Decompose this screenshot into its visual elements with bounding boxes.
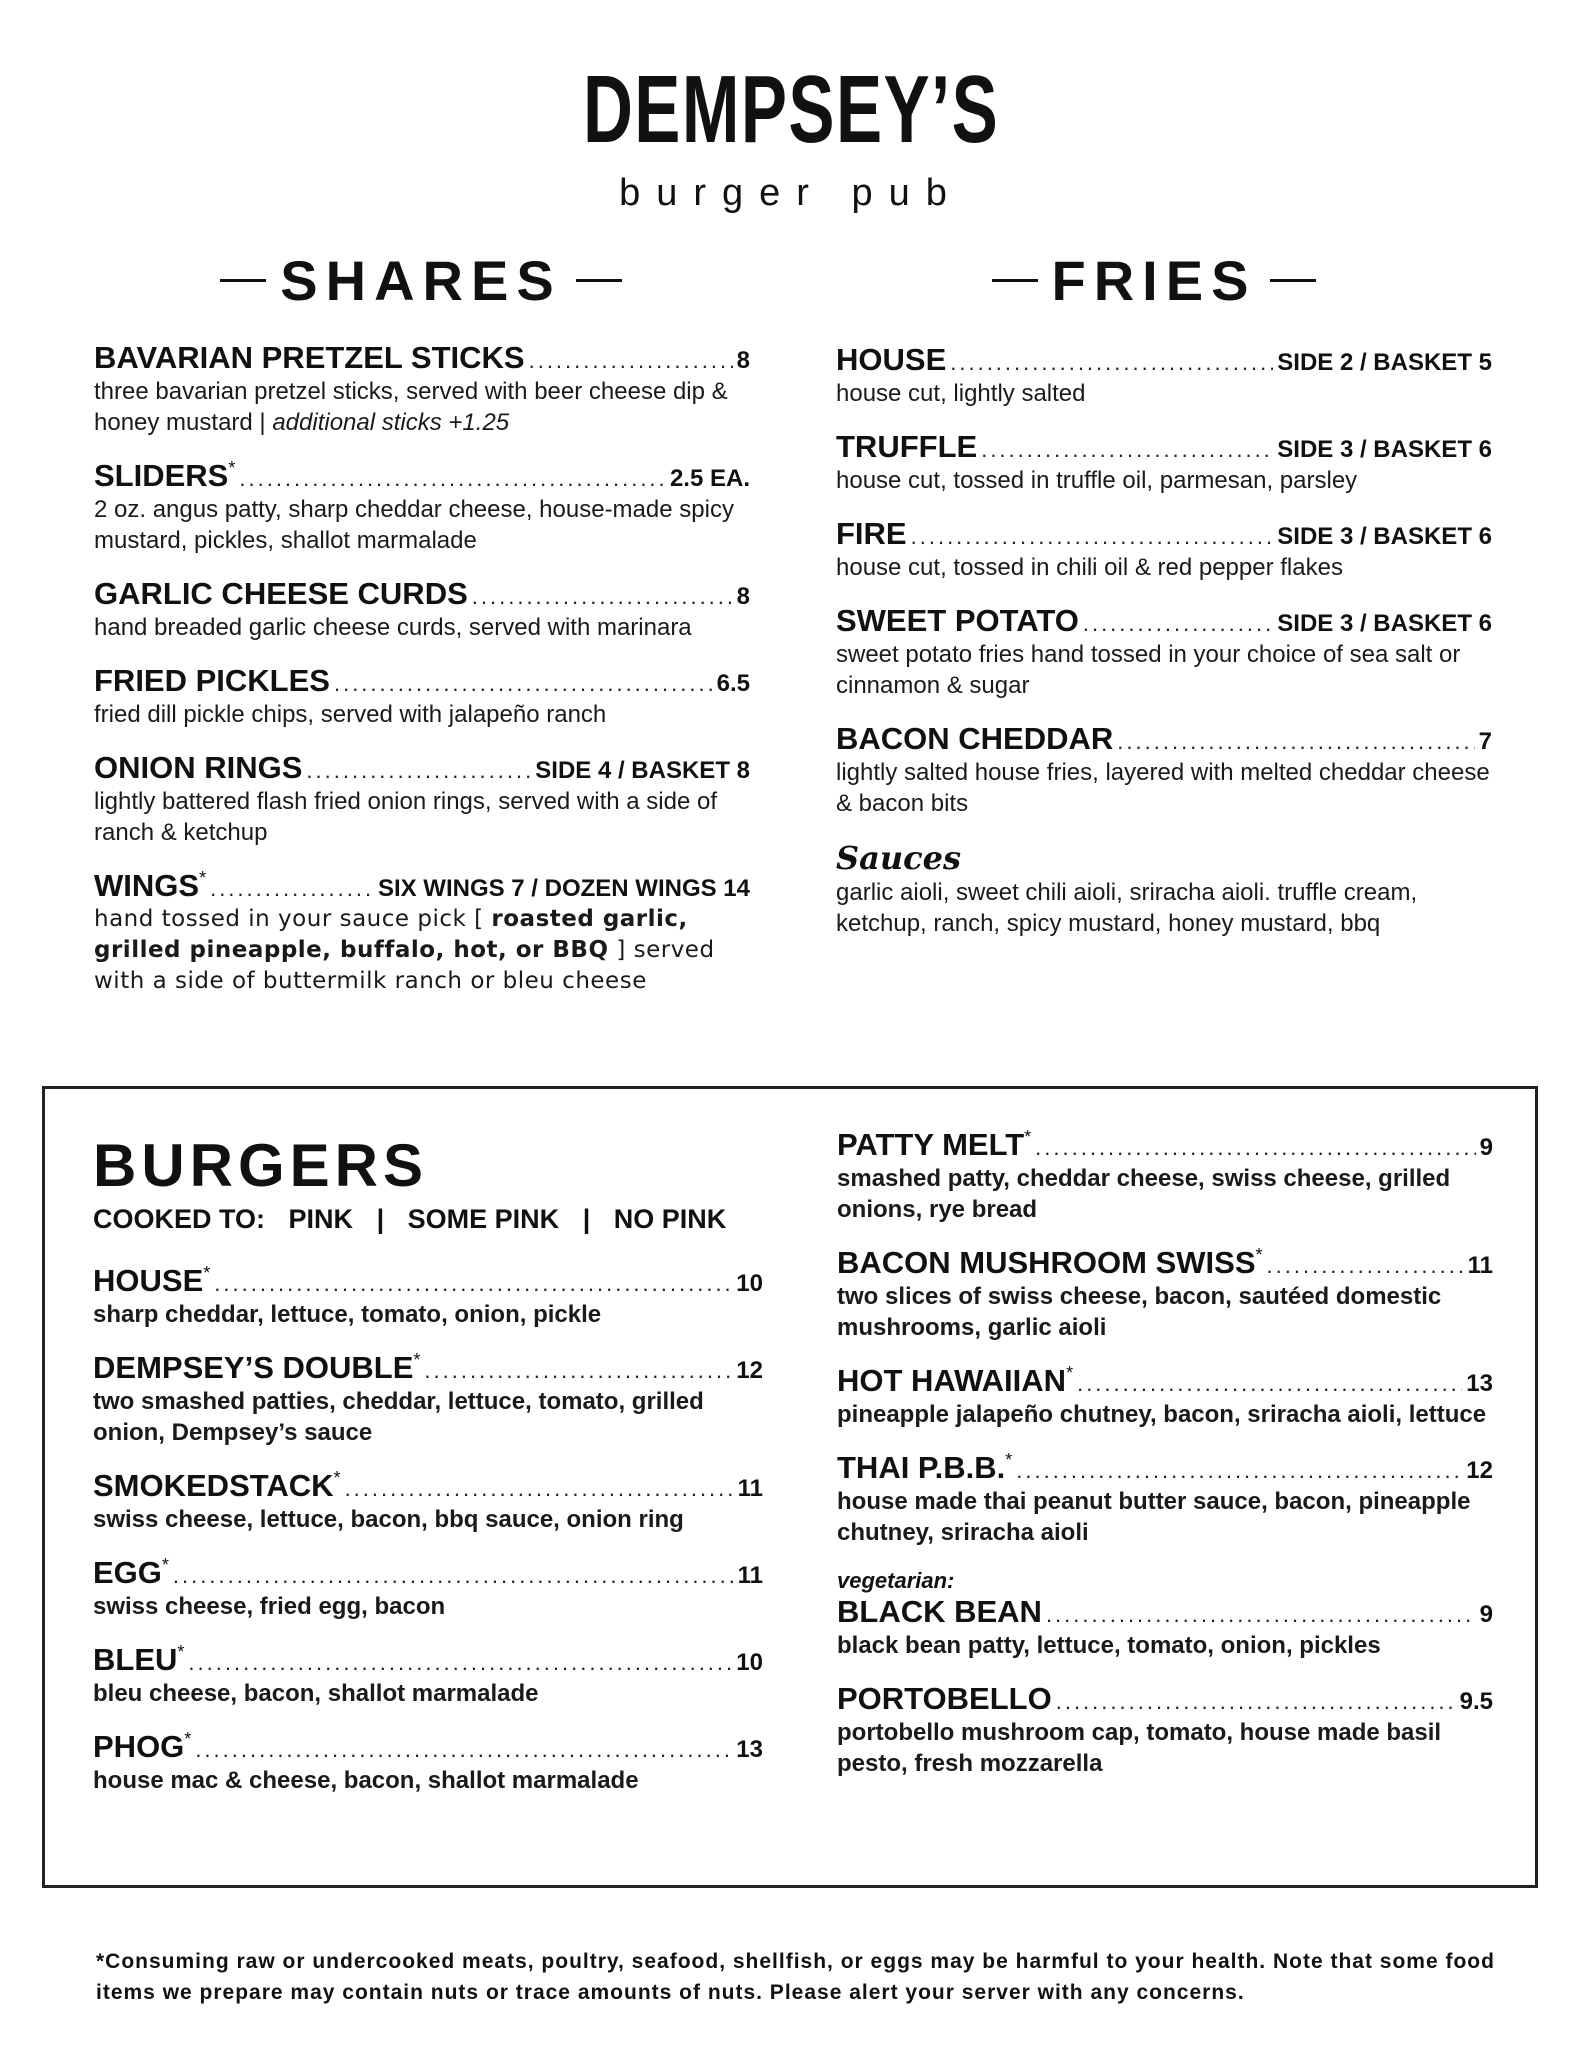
item-name-text: HOT HAWAIIAN — [837, 1363, 1067, 1398]
item-name: FRIED PICKLES — [94, 663, 330, 698]
item-price: 13 — [1466, 1370, 1493, 1397]
asterisk: * — [1066, 1363, 1074, 1383]
asterisk: * — [1005, 1450, 1013, 1470]
desc-bold: roasted garlic, grilled pineapple, buffalo, hot, or BBQ — [94, 906, 688, 963]
asterisk: * — [1024, 1127, 1032, 1147]
leader-dots — [210, 876, 374, 902]
item-price: 11 — [1467, 1252, 1493, 1279]
heading-rule-left — [992, 279, 1038, 282]
item-name — [93, 1642, 184, 1678]
item-price: 13 — [736, 1736, 763, 1763]
item-name: FIRE — [836, 516, 907, 551]
item-price: 11 — [737, 1562, 763, 1589]
brand-subtitle: burger pub — [619, 172, 963, 214]
health-disclaimer: *Consuming raw or undercooked meats, poultry, seafood, shellfish, or eggs may be harmful to your health. Note that some food items we prepare may contain nuts or trace amounts of nuts. Please alert your server with any concerns. — [96, 1950, 1495, 2004]
cooked-label: COOKED TO: — [93, 1204, 266, 1234]
item-name — [93, 1350, 420, 1386]
leader-dots — [950, 350, 1273, 376]
item-price: SIDE 3 / BASKET 6 — [1277, 436, 1492, 463]
item-description: black bean patty, lettuce, tomato, onion, pickles — [837, 1632, 1381, 1659]
sauces-title: Sauces — [836, 839, 961, 877]
sauces-description: garlic aioli, sweet chili aioli, sriracha aioli. truffle cream, ketchup, ranch, spicy mustard, honey mustard, bbq — [836, 879, 1418, 937]
leader-dots — [529, 348, 733, 374]
item-description: 2 oz. angus patty, sharp cheddar cheese, house-made spicy mustard, pickles, shallot marmalade — [94, 496, 734, 554]
item-price: 12 — [1466, 1457, 1493, 1484]
item-name — [837, 1363, 1073, 1399]
brand-name: DEMPSEY’S — [582, 56, 1000, 163]
item-name — [94, 868, 206, 904]
item-name — [837, 1127, 1031, 1163]
list-item — [837, 1594, 1493, 1661]
vegetarian-label: vegetarian: — [837, 1568, 955, 1593]
item-price: 9.5 — [1459, 1688, 1493, 1715]
item-price: SIDE 3 / BASKET 6 — [1277, 523, 1492, 550]
asterisk: * — [413, 1350, 421, 1370]
asterisk: * — [199, 868, 207, 888]
item-description: sweet potato fries hand tossed in your choice of sea salt or cinnamon & sugar — [836, 641, 1461, 699]
list-item — [93, 1468, 763, 1535]
heading-rule-left — [220, 279, 266, 282]
burgers-right-column — [837, 1127, 1493, 1799]
list-item — [836, 721, 1492, 819]
item-description: two slices of swiss cheese, bacon, sautéed domestic mushrooms, garlic aioli — [837, 1283, 1442, 1341]
leader-dots — [1016, 1458, 1462, 1484]
list-item — [837, 1127, 1493, 1225]
item-price: 10 — [736, 1649, 763, 1676]
fries-list — [836, 342, 1492, 959]
item-description: bleu cheese, bacon, shallot marmalade — [93, 1680, 539, 1707]
item-description: hand breaded garlic cheese curds, served with marinara — [94, 614, 692, 641]
item-price: 6.5 — [716, 670, 750, 697]
list-item — [94, 663, 750, 730]
leader-dots — [911, 524, 1274, 550]
asterisk: * — [177, 1642, 185, 1662]
item-name-text: DEMPSEY’S DOUBLE — [93, 1350, 414, 1385]
item-description: pineapple jalapeño chutney, bacon, sriracha aioli, lettuce — [837, 1401, 1487, 1428]
item-name: BACON CHEDDAR — [836, 721, 1114, 756]
list-item — [94, 576, 750, 643]
leader-dots — [1083, 611, 1273, 637]
item-name: HOUSE — [836, 342, 947, 377]
item-description: house mac & cheese, bacon, shallot marmalade — [93, 1767, 639, 1794]
fries-title: FRIES — [1051, 249, 1257, 312]
item-name — [93, 1729, 191, 1765]
item-name: PORTOBELLO — [837, 1681, 1052, 1716]
desc-text: hand tossed in your sauce pick [ — [94, 906, 492, 932]
item-description: swiss cheese, fried egg, bacon — [93, 1593, 446, 1620]
item-name-text: BACON MUSHROOM SWISS — [837, 1245, 1256, 1280]
cooked-option: PINK — [288, 1204, 354, 1234]
item-name-text: WINGS — [94, 868, 200, 903]
burgers-left-list — [93, 1263, 763, 1796]
item-price: 11 — [737, 1475, 763, 1502]
list-item — [93, 1350, 763, 1448]
asterisk: * — [203, 1263, 211, 1283]
list-item — [837, 1450, 1493, 1548]
asterisk: * — [333, 1468, 341, 1488]
cooked-option: SOME PINK — [407, 1204, 560, 1234]
item-description: house cut, lightly salted — [836, 380, 1086, 407]
shares-heading — [216, 248, 626, 313]
item-description: fried dill pickle chips, served with jalapeño ranch — [94, 701, 607, 728]
item-name-text: HOUSE — [93, 1263, 204, 1298]
item-description: house cut, tossed in chili oil & red pepper flakes — [836, 554, 1343, 581]
list-item — [94, 340, 750, 438]
item-price: 2.5 EA. — [669, 465, 750, 492]
asterisk: * — [228, 458, 236, 478]
list-item — [93, 1263, 763, 1330]
item-description: sharp cheddar, lettuce, tomato, onion, pickle — [93, 1301, 602, 1328]
burgers-panel — [42, 1086, 1538, 1888]
item-name-text: SLIDERS — [94, 458, 229, 493]
desc-italic: additional sticks +1.25 — [272, 409, 510, 436]
item-price: 9 — [1479, 1601, 1493, 1628]
item-name-text: THAI P.B.B. — [837, 1450, 1006, 1485]
brand-header — [0, 56, 1582, 215]
cooked-separator: | — [582, 1204, 591, 1234]
asterisk: * — [161, 1555, 169, 1575]
item-description — [94, 904, 750, 997]
item-name: BAVARIAN PRETZEL STICKS — [94, 340, 525, 375]
item-name-text: BLEU — [93, 1642, 178, 1677]
asterisk: * — [1255, 1245, 1263, 1265]
item-description: swiss cheese, lettuce, bacon, bbq sauce, onion ring — [93, 1506, 684, 1533]
desc-text: three bavarian pretzel sticks, served with beer cheese dip & honey mustard | — [94, 378, 728, 436]
shares-title: SHARES — [280, 249, 562, 312]
leader-dots — [1056, 1689, 1456, 1715]
asterisk: * — [184, 1729, 192, 1749]
item-name — [93, 1555, 169, 1591]
item-price: 8 — [736, 583, 750, 610]
leader-dots — [334, 671, 713, 697]
list-item-wings — [94, 868, 750, 997]
leader-dots — [1077, 1371, 1462, 1397]
leader-dots — [188, 1650, 732, 1676]
leader-dots — [345, 1476, 734, 1502]
item-name: GARLIC CHEESE CURDS — [94, 576, 468, 611]
item-description: house made thai peanut butter sauce, bacon, pineapple chutney, sriracha aioli — [837, 1488, 1471, 1546]
burgers-left-column — [93, 1131, 763, 1816]
item-name: BLACK BEAN — [837, 1594, 1042, 1629]
item-description: two smashed patties, cheddar, lettuce, tomato, grilled onion, Dempsey’s sauce — [93, 1388, 704, 1446]
item-price: SIDE 4 / BASKET 8 — [535, 757, 750, 784]
leader-dots — [424, 1358, 732, 1384]
list-item — [836, 603, 1492, 701]
list-item — [836, 516, 1492, 583]
item-price: 10 — [736, 1270, 763, 1297]
leader-dots — [1267, 1253, 1464, 1279]
leader-dots — [1117, 729, 1474, 755]
item-description: lightly battered flash fried onion rings, served with a side of ranch & ketchup — [94, 788, 718, 846]
item-name — [93, 1468, 341, 1504]
item-description: house cut, tossed in truffle oil, parmesan, parsley — [836, 467, 1358, 494]
item-price: 9 — [1479, 1134, 1493, 1161]
list-item — [836, 429, 1492, 496]
leader-dots — [173, 1563, 734, 1589]
shares-list — [94, 340, 750, 1017]
leader-dots — [1046, 1602, 1476, 1628]
item-price: 7 — [1478, 728, 1492, 755]
item-price: SIDE 2 / BASKET 5 — [1277, 349, 1492, 376]
list-item — [837, 1245, 1493, 1343]
item-name: TRUFFLE — [836, 429, 978, 464]
item-name: ONION RINGS — [94, 750, 303, 785]
sauces-block — [836, 839, 1492, 939]
item-price: 12 — [736, 1357, 763, 1384]
list-item — [94, 458, 750, 556]
item-name-text: PHOG — [93, 1729, 185, 1764]
heading-rule-right — [1270, 279, 1316, 282]
leader-dots — [1035, 1135, 1475, 1161]
list-item — [836, 342, 1492, 409]
item-name-text: SMOKEDSTACK — [93, 1468, 334, 1503]
item-name-text: PATTY MELT — [837, 1127, 1025, 1162]
list-item — [837, 1681, 1493, 1779]
list-item — [837, 1363, 1493, 1430]
leader-dots — [981, 437, 1273, 463]
desc-text: ] served with a side of buttermilk ranch or bleu cheese — [94, 937, 715, 994]
item-name — [94, 458, 235, 494]
list-item — [94, 750, 750, 848]
list-item — [93, 1555, 763, 1622]
item-name: SWEET POTATO — [836, 603, 1079, 638]
item-name — [837, 1450, 1012, 1486]
cooked-separator: | — [376, 1204, 385, 1234]
leader-dots — [195, 1737, 732, 1763]
cooked-to-line — [93, 1204, 763, 1235]
heading-rule-right — [576, 279, 622, 282]
list-item — [93, 1729, 763, 1796]
leader-dots — [214, 1271, 732, 1297]
item-description: smashed patty, cheddar cheese, swiss cheese, grilled onions, rye bread — [837, 1165, 1451, 1223]
item-description: portobello mushroom cap, tomato, house made basil pesto, fresh mozzarella — [837, 1719, 1442, 1777]
item-name — [93, 1263, 210, 1299]
item-price: SIDE 3 / BASKET 6 — [1277, 610, 1492, 637]
item-price: SIX WINGS 7 / DOZEN WINGS 14 — [377, 875, 750, 902]
item-description — [94, 376, 750, 438]
leader-dots — [239, 466, 666, 492]
fries-heading — [986, 248, 1322, 313]
leader-dots — [306, 758, 531, 784]
item-description: lightly salted house fries, layered with melted cheddar cheese & bacon bits — [836, 759, 1490, 817]
cooked-option: NO PINK — [613, 1204, 727, 1234]
leader-dots — [472, 584, 733, 610]
item-name-text: EGG — [93, 1555, 162, 1590]
item-price: 8 — [736, 347, 750, 374]
item-name — [837, 1245, 1263, 1281]
list-item — [93, 1642, 763, 1709]
burgers-title: BURGERS — [93, 1132, 429, 1199]
